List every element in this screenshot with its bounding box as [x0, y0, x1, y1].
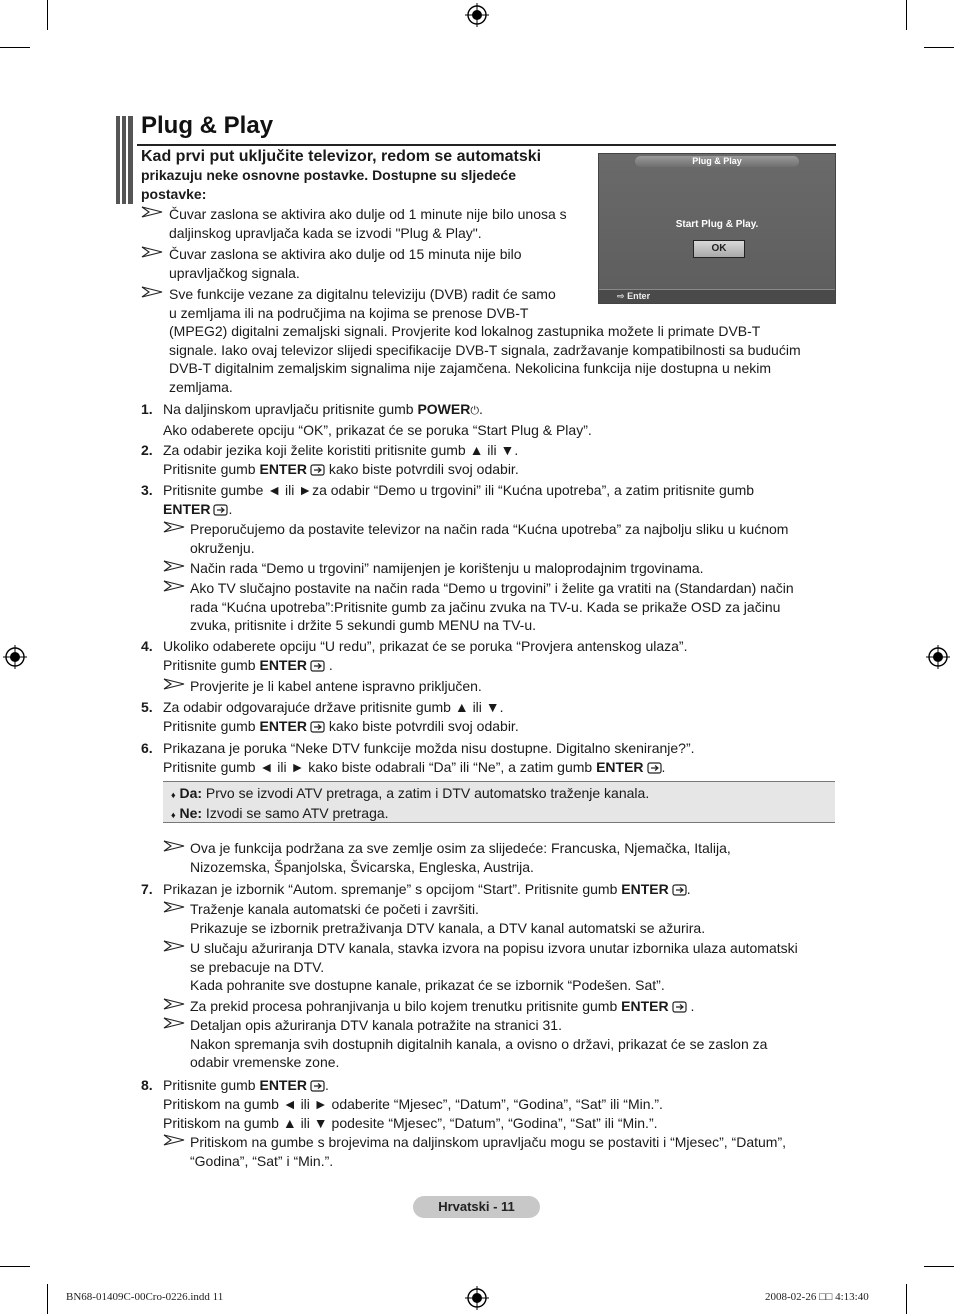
enter-icon: [647, 762, 662, 774]
note: [163, 520, 843, 557]
note: [163, 677, 843, 696]
step-number: 2.: [141, 442, 153, 458]
enter-icon: [672, 1001, 687, 1013]
note-line: rada “Kućna upotreba”:Pritisnite gumb za jačinu zvuka na TV-u. Kada se prikaže OSD za jačinu: [190, 598, 781, 615]
note-line: u zemljama ili na područjima na kojima se prenose DVB-T: [169, 304, 529, 321]
bullet-diamond-icon: ♦: [171, 790, 176, 800]
osd-message: Start Plug & Play.: [675, 219, 759, 230]
note-arrow-icon: [163, 1134, 185, 1146]
note-line: Preporučujemo da postavite televizor na način rada “Kućna upotreba” za najbolju sliku u kućnom: [190, 521, 789, 537]
step-text: Na daljinskom upravljaču pritisnite gumb: [163, 401, 418, 417]
note-arrow-icon: [163, 560, 185, 572]
osd-header: Plug & Play: [635, 156, 799, 167]
step-text: Ukoliko odaberete opciju “U redu”, prikazat će se poruka “Provjera antenskog ulaza”.: [163, 638, 688, 654]
note-line: okruženju.: [190, 539, 255, 556]
note-line: Nakon spremanja svih dostupnih digitalnih kanala, a ovisno o državi, prikazat će se zaslon za: [190, 1035, 768, 1052]
note-arrow-icon: [141, 286, 163, 298]
note-line: odabir vremenske zone.: [190, 1054, 340, 1070]
note-line: Način rada “Demo u trgovini” namijenjen je korištenju u maloprodajnim trgovinama.: [190, 560, 704, 576]
note-arrow-icon: [163, 580, 185, 592]
registration-mark-icon: [3, 645, 27, 669]
note-line: daljinskog upravljača kada se izvodi "Plug & Play".: [169, 224, 482, 241]
step-number: 1.: [141, 401, 153, 417]
page-title: Plug & Play: [141, 112, 274, 139]
plug-and-play-osd: [598, 153, 836, 304]
option-key: Ne:: [179, 805, 203, 821]
note: [163, 839, 843, 876]
note: [163, 997, 843, 1016]
key-name: ENTER: [259, 718, 307, 734]
crop-mark: [906, 0, 907, 30]
note-line: signale. Iako ovaj televizor slijedi specifikacije DVB-T signala, zadržavanje kompatibilnosti sa budućim: [169, 341, 801, 358]
note: [141, 245, 601, 282]
note-line: Pritiskom na gumbe s brojevima na daljinskom upravljaču mogu se postaviti i “Mjesec”, “Datum”,: [190, 1134, 786, 1150]
note: [141, 285, 841, 396]
crop-mark: [924, 47, 954, 48]
note-line: U slučaju ažuriranja DTV kanala, stavka izvora na popisu izvora unutar izbornika ulaza automatski: [190, 940, 798, 956]
step-text: Za odabir jezika koji želite koristiti pritisnite gumb ▲ ili ▼.: [163, 442, 519, 458]
step-text: .: [661, 759, 666, 775]
note-arrow-icon: [163, 678, 185, 690]
enter-icon: [310, 464, 325, 476]
title-rule: [137, 144, 836, 146]
key-name: ENTER: [259, 461, 307, 477]
note-line: Ako TV slučajno postavite na način rada “Demo u trgovini” i želite ga vratiti na (Standardan) način: [190, 580, 794, 596]
step-number: 5.: [141, 699, 153, 715]
note-line: Čuvar zaslona se aktivira ako dulje od 1 minute nije bilo unosa s: [169, 206, 567, 222]
note: [163, 579, 843, 635]
note-arrow-icon: [163, 521, 185, 533]
print-slug-left: BN68-01409C-00Cro-0226.indd 11: [66, 1291, 224, 1303]
step-text: Prikazana je poruka “Neke DTV funkcije možda nisu dostupne. Digitalno skeniranje?”.: [163, 740, 695, 756]
step-number: 7.: [141, 881, 153, 897]
note: [163, 559, 843, 578]
step-text: .: [228, 501, 233, 517]
note: [163, 939, 843, 995]
enter-icon: [213, 504, 228, 516]
enter-icon: [310, 1080, 325, 1092]
osd-footer-label: Enter: [627, 291, 651, 301]
key-name: POWER: [417, 401, 471, 417]
note-line: upravljačkog signala.: [169, 264, 300, 281]
crop-mark: [0, 1266, 30, 1267]
key-name: ENTER: [596, 759, 644, 775]
enter-icon: [310, 660, 325, 672]
intro-lead: Kad prvi put uključite televizor, redom se automatski: [141, 148, 542, 165]
note-arrow-icon: [163, 998, 185, 1010]
step-text: .: [479, 401, 483, 417]
step-text: Pritisnite gumb: [163, 1077, 260, 1093]
note-line: Detaljan opis ažuriranja DTV kanala potražite na stranici 31.: [190, 1017, 562, 1033]
step-number: 8.: [141, 1077, 153, 1093]
registration-mark-icon: [465, 1286, 489, 1310]
options-box: [163, 781, 835, 823]
note-line: Prikazuje se izbornik pretraživanja DTV kanala, a DTV kanal automatski se ažurira.: [190, 919, 706, 936]
step-text: Prikazan je izbornik “Autom. spremanje” s opcijom “Start”. Pritisnite gumb: [163, 881, 622, 897]
intro-text: [141, 148, 596, 204]
note-line: se prebacuje na DTV.: [190, 958, 325, 975]
note-line: Provjerite je li kabel antene ispravno priključen.: [190, 678, 482, 694]
note-arrow-icon: [163, 1017, 185, 1029]
step-text: kako biste potvrdili svoj odabir.: [324, 461, 519, 477]
step-text: kako biste potvrdili svoj odabir.: [324, 718, 519, 734]
note-line: .: [686, 998, 695, 1014]
step-text: Pritiskom na gumb ▲ ili ▼ podesite “Mjesec”, “Datum”, “Godina”, “Sat” ili “Min.”.: [163, 1115, 658, 1131]
note-line: Kada pohranite sve dostupne kanale, prikazat će se izbornik “Podešen. Sat”.: [190, 977, 665, 993]
step-text: Pritisnite gumb: [163, 718, 260, 734]
intro-line: prikazuju neke osnovne postavke. Dostupne su sljedeće: [141, 167, 517, 183]
note-line: Traženje kanala automatski će početi i završiti.: [190, 901, 479, 917]
note-line: DVB-T digitalnim zemaljskim signalima nije zajamčena. Nekolicina funkcija nije dostupna u nekim: [169, 360, 772, 376]
crop-mark: [47, 1284, 48, 1314]
note-line: (MPEG2) digitalni zemaljski signali. Provjerite kod lokalnog zastupnika možete li primate DVB-T: [169, 323, 761, 339]
step-number: 3.: [141, 482, 153, 498]
note-line: zvuka, pritisnite i držite 5 sekundi gumb MENU na TV-u.: [190, 617, 537, 633]
key-name: ENTER: [163, 501, 211, 517]
crop-mark: [924, 1266, 954, 1267]
note: [163, 900, 843, 937]
step-text: Pritisnite gumb: [163, 657, 260, 673]
crop-mark: [47, 0, 48, 30]
bullet-diamond-icon: ♦: [171, 810, 176, 820]
step-number: 4.: [141, 638, 153, 654]
key-name: ENTER: [259, 657, 307, 673]
note-line: “Godina”, “Sat” i “Min.”.: [190, 1152, 334, 1169]
note: [163, 1016, 843, 1072]
note-arrow-icon: [141, 206, 163, 218]
osd-ok-button[interactable]: OK: [693, 240, 745, 258]
step-text: .: [324, 657, 333, 673]
print-slug-right: 2008-02-26 □□ 4:13:40: [765, 1291, 869, 1303]
note-arrow-icon: [163, 901, 185, 913]
note: [141, 205, 601, 242]
note-line: Ova je funkcija podržana za sve zemlje osim za slijedeće: Francuska, Njemačka, Italija,: [190, 840, 731, 856]
note-line: Za prekid procesa pohranjivanja u bilo kojem trenutku pritisnite gumb: [190, 998, 622, 1014]
step-text: .: [686, 881, 691, 897]
option-key: Da:: [179, 785, 203, 801]
note-line: zemljama.: [169, 378, 233, 395]
enter-icon: ⇨: [617, 291, 625, 301]
enter-icon: [672, 884, 687, 896]
step-text: Pritisnite gumb ◄ ili ► kako biste odabrali “Da” ili “Ne”, a zatim gumb: [163, 759, 597, 775]
step-number: 6.: [141, 740, 153, 756]
intro-line: postavke:: [141, 186, 207, 202]
note-line: Nizozemska, Španjolska, Švicarska, Engleska, Austrija.: [190, 858, 534, 875]
step-text: Ako odaberete opciju “OK”, prikazat će se poruka “Start Plug & Play”.: [163, 422, 592, 438]
power-icon: ⏻: [470, 405, 480, 417]
key-name: ENTER: [621, 881, 669, 897]
registration-mark-icon: [926, 645, 950, 669]
crop-mark: [0, 47, 30, 48]
note-line: Sve funkcije vezane za digitalnu televiziju (DVB) radit će samo: [169, 286, 556, 302]
option-text: Prvo se izvodi ATV pretraga, a zatim i DTV automatsko traženje kanala.: [202, 785, 650, 801]
note-arrow-icon: [141, 246, 163, 258]
step-text: Pritiskom na gumb ◄ ili ► odaberite “Mjesec”, “Datum”, “Godina”, “Sat” ili “Min.”.: [163, 1096, 663, 1112]
key-name: ENTER: [259, 1077, 307, 1093]
step-text: .: [324, 1077, 329, 1093]
page-number-badge: Hrvatski - 11: [413, 1196, 540, 1218]
key-name: ENTER: [621, 998, 669, 1014]
registration-mark-icon: [465, 3, 489, 27]
note-arrow-icon: [163, 940, 185, 952]
crop-mark: [906, 1284, 907, 1314]
title-accent-bars: [116, 116, 134, 204]
note-arrow-icon: [163, 840, 185, 852]
note-line: Čuvar zaslona se aktivira ako dulje od 15 minuta nije bilo: [169, 246, 522, 262]
step-text: Pritisnite gumb: [163, 461, 260, 477]
note: [163, 1133, 843, 1170]
enter-icon: [310, 721, 325, 733]
step-text: Pritisnite gumbe ◄ ili ►za odabir “Demo u trgovini” ili “Kućna upotreba”, a zatim pritisnite gumb: [163, 482, 755, 498]
step-text: Za odabir odgovarajuće države pritisnite gumb ▲ ili ▼.: [163, 699, 504, 715]
option-text: Izvodi se samo ATV pretraga.: [202, 805, 389, 821]
